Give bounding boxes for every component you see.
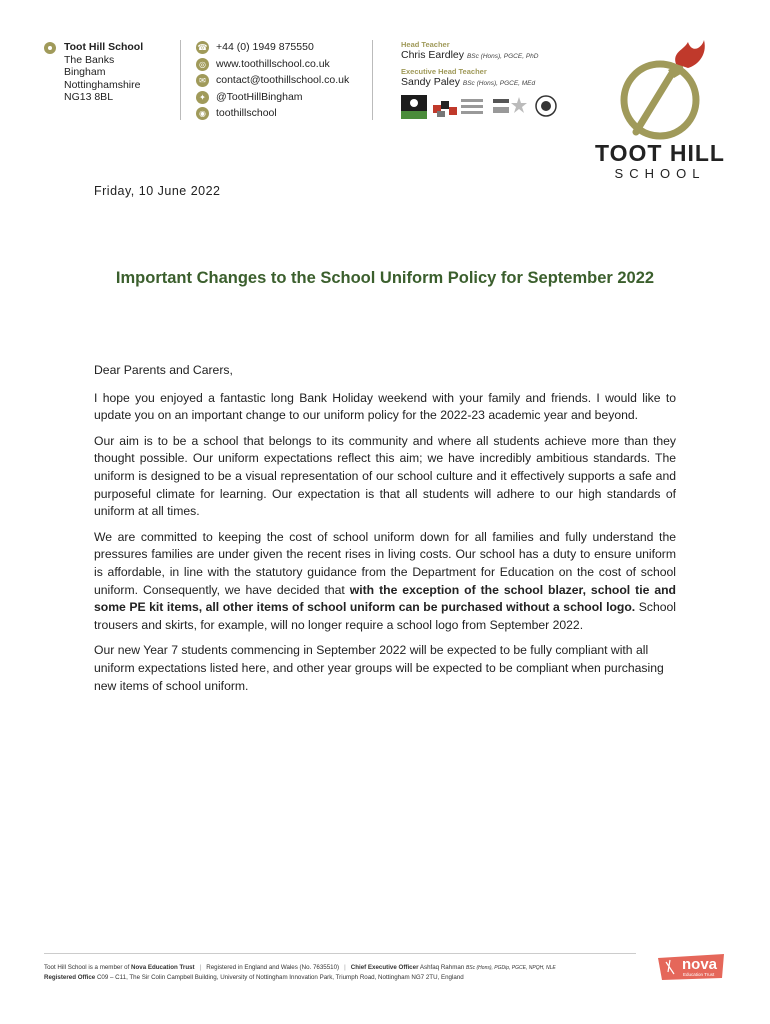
footer-office-label: Registered Office: [44, 974, 96, 981]
phone-number: +44 (0) 1949 875550: [216, 41, 314, 53]
paragraph-emphasis: with the exception of the school blazer, school tie and some PE kit items, all other items of school uniform can be purchased without a school logo.: [94, 582, 676, 615]
footer-ceo-name: Ashfaq Rahman: [418, 964, 466, 971]
torch-emblem-icon: [592, 40, 728, 140]
footer-ceo-qualifications: BSc (Hons), PGDip, PGCE, NPQH, NLE: [465, 965, 556, 971]
location-pin-icon: [44, 42, 56, 54]
education-outcomes-badge-icon: [431, 95, 485, 119]
head-teachers: [401, 40, 538, 90]
letter-date: Friday, 10 June 2022: [94, 184, 221, 198]
twitter-handle[interactable]: @TootHillBingham: [216, 90, 303, 103]
accreditation-badges: [401, 95, 561, 121]
paragraph: I hope you enjoyed a fantastic long Bank Holiday weekend with your family and friends. I would like to update you on an important change to our uniform policy for the 2022-23 academic year and beyond.: [94, 390, 676, 423]
address-line: NG13 8BL: [64, 91, 114, 103]
salutation: Dear Parents and Carers,: [94, 363, 233, 377]
letter-body: [94, 362, 676, 703]
footer-membership: Toot Hill School is a member of: [44, 964, 132, 971]
paragraph: Our aim is to be a school that belongs to its community and where all students achieve more than they thought possible. Our uniform expectations reflect this aim; we have incredibly ambitious standards. The uniform is designed to be a visual representation of our school culture and it effectively supports a safe and purposeful climate for learning. Our expectation is that all students will adhere to our high standards of uniform at all times.: [94, 433, 676, 519]
address-line: Nottinghamshire: [64, 78, 141, 91]
school-award-badge-icon: [533, 95, 559, 119]
paragraph-text: School trousers and skirts, for example, will no longer require a school logo from September 2022.: [94, 600, 676, 632]
executive-head: [401, 76, 538, 90]
head-teacher: [401, 49, 538, 63]
school-logo: [592, 40, 728, 182]
letter-title: Important Changes to the School Uniform Policy for September 2022: [115, 269, 655, 287]
ofsted-badge-icon: [401, 95, 427, 119]
paragraph: [94, 529, 676, 635]
footer-trust-name: Nova Education Trust: [131, 964, 195, 971]
footer-registration: Registered in England and Wales (No. 7635510): [206, 964, 340, 971]
executive-head-name: Sandy Paley: [401, 76, 460, 88]
footer-line-2: [44, 973, 644, 982]
challenge-award-badge-icon: [491, 95, 527, 119]
header-divider: [372, 40, 373, 120]
address-lines: [64, 41, 143, 104]
head-teacher-role: Head Teacher: [401, 40, 450, 49]
footer-office-address: C09 – C11, The Sir Colin Campbell Building, University of Nottingham Innovation Park, Triumph Road, Nottingham NG7 2TU, England: [95, 974, 464, 981]
footer-divider: [44, 953, 636, 954]
nova-logo-sub: Education Trust: [683, 972, 715, 977]
head-teacher-name: Chris Eardley: [401, 49, 465, 61]
twitter-icon: ✦: [196, 91, 209, 104]
paragraph: Our new Year 7 students commencing in September 2022 will be expected to be fully compliant with all uniform expectations listed here, and other year groups will be expected to be compliant when purchasing new items of school uniform.: [94, 643, 664, 693]
address-line: The Banks: [64, 53, 115, 66]
email-icon: ✉: [196, 74, 209, 87]
header-divider: [180, 40, 181, 120]
website-link[interactable]: www.toothillschool.co.uk: [216, 57, 330, 70]
address-line: Toot Hill School: [64, 41, 144, 53]
phone-icon: ☎: [197, 43, 208, 52]
instagram-icon: ◉: [196, 107, 209, 120]
nova-trust-logo: [656, 952, 728, 982]
executive-head-role: Executive Head Teacher: [401, 67, 487, 76]
footer-line-1: Toot Hill School is a member of Nova Education Trust | Registered in England and Wales (No. 7635510) | Chief Executive Officer Ashfaq Rahman BSc (Hons), PGDip, PGCE, NPQH, NLE: [44, 964, 556, 971]
footer-ceo-label: Chief Executive Officer: [350, 964, 419, 971]
nova-logo-label: nova: [682, 956, 718, 973]
paragraph-text: We are committed to keeping the cost of school uniform down for all families and fully understand the pressures families are under given the recent rises in living costs. Our school has a duty to ensure uniform is affordable, in line with the statutory guidance from the Department for Education on the cost of school uniform. Consequently, we have decided that: [94, 529, 676, 597]
head-teacher-qualifications: BSc (Hons), PGCE, PhD: [466, 53, 539, 60]
instagram-handle[interactable]: toothillschool: [216, 107, 277, 119]
address-line: Bingham: [64, 66, 106, 78]
logo-subtitle: SCHOOL: [614, 166, 706, 181]
footer-text: [44, 963, 644, 982]
logo-title: TOOT HILL: [595, 140, 725, 166]
email-link[interactable]: contact@toothillschool.co.uk: [216, 74, 350, 86]
globe-icon: ◎: [196, 58, 209, 71]
executive-head-qualifications: BSc (Hons), PGCE, MEd: [462, 80, 536, 87]
